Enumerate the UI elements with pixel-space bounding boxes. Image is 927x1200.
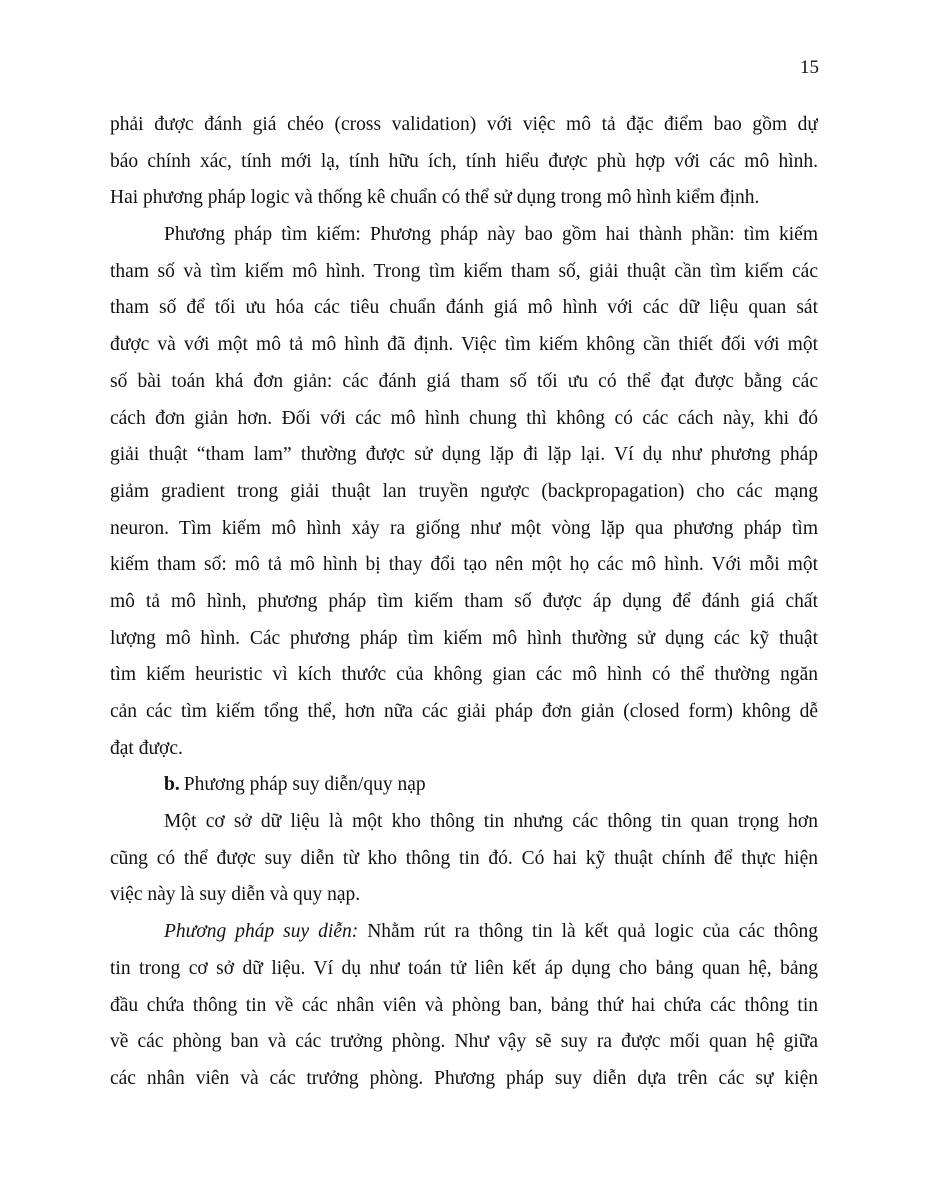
text-line: các nhân viên và các trưởng phòng. Phương pháp suy diễn dựa trên các sự kiện: [110, 1067, 818, 1089]
text-line: tham số và tìm kiếm mô hình. Trong tìm kiếm tham số, giải thuật cần tìm kiếm các: [110, 260, 818, 282]
section-heading-label: b.: [164, 774, 180, 796]
text-line: tin trong cơ sở dữ liệu. Ví dụ như toán tử liên kết áp dụng cho bảng quan hệ, bảng: [110, 957, 818, 979]
section-heading-text: Phương pháp suy diễn/quy nạp: [183, 774, 426, 796]
text-line: Hai phương pháp logic và thống kê chuẩn có thể sử dụng trong mô hình kiểm định.: [110, 187, 760, 209]
text-line: Một cơ sở dữ liệu là một kho thông tin nhưng các thông tin quan trọng hơn: [164, 811, 818, 833]
text-line: giảm gradient trong giải thuật lan truyền ngược (backpropagation) cho các mạng: [110, 480, 818, 502]
text-line: cản các tìm kiếm tổng thể, hơn nữa các giải pháp đơn giản (closed form) không dễ: [110, 701, 818, 722]
text-line: mô tả mô hình, phương pháp tìm kiếm tham số được áp dụng để đánh giá chất: [110, 590, 818, 612]
text-line: đạt được.: [110, 737, 183, 759]
paragraph-cross-validation: [110, 107, 818, 217]
body-text: [110, 107, 818, 1098]
paragraph-deduction-method: [110, 914, 818, 1097]
section-heading: [110, 767, 818, 804]
text-line: cũng có thể được suy diễn từ kho thông tin đó. Có hai kỹ thuật chính để thực hiện: [110, 847, 818, 869]
text-line: về các phòng ban và các trưởng phòng. Như vậy sẽ suy ra được mối quan hệ giữa: [110, 1031, 818, 1053]
text-line: tìm kiếm heuristic vì kích thước của không gian các mô hình có thể thường ngăn: [110, 664, 818, 686]
paragraph-database-intro: [110, 804, 818, 914]
text-line: tham số để tối ưu hóa các tiêu chuẩn đánh giá mô hình với các dữ liệu quan sát: [110, 297, 818, 319]
text-line: Phương pháp tìm kiếm: Phương pháp này bao gồm hai thành phần: tìm kiếm: [164, 224, 818, 246]
page-number: 15: [800, 57, 819, 78]
text-line: số bài toán khá đơn giản: các đánh giá tham số tối ưu có thể đạt được bằng các: [110, 370, 818, 392]
text-line: phải được đánh giá chéo (cross validation) với việc mô tả đặc điểm bao gồm dự: [110, 114, 818, 135]
text-line: [110, 914, 818, 951]
text-line: cách đơn giản hơn. Đối với các mô hình chung thì không có các cách này, khi đó: [110, 407, 818, 429]
text-line: neuron. Tìm kiếm mô hình xảy ra giống như một vòng lặp qua phương pháp tìm: [110, 517, 818, 539]
text-line: lượng mô hình. Các phương pháp tìm kiếm mô hình thường sử dụng các kỹ thuật: [110, 627, 818, 649]
text-line: báo chính xác, tính mới lạ, tính hữu ích, tính hiểu được phù hợp với các mô hình.: [110, 150, 818, 172]
text-line: được và với một mô tả mô hình đã định. Việc tìm kiếm không cần thiết đối với một: [110, 334, 818, 356]
italic-term: Phương pháp suy diễn:: [164, 921, 359, 943]
text-line: đầu chứa thông tin về các nhân viên và phòng ban, bảng thứ hai chứa các thông tin: [110, 994, 818, 1016]
text-line: việc này là suy diễn và quy nạp.: [110, 884, 361, 906]
paragraph-search-method: [110, 217, 818, 767]
text-line: giải thuật “tham lam” thường được sử dụng lặp đi lặp lại. Ví dụ như phương pháp: [110, 444, 818, 466]
text-run: Nhằm rút ra thông tin là kết quả logic của các thông: [358, 921, 818, 943]
text-line: kiếm tham số: mô tả mô hình bị thay đổi tạo nên một họ các mô hình. Với mỗi một: [110, 554, 818, 576]
